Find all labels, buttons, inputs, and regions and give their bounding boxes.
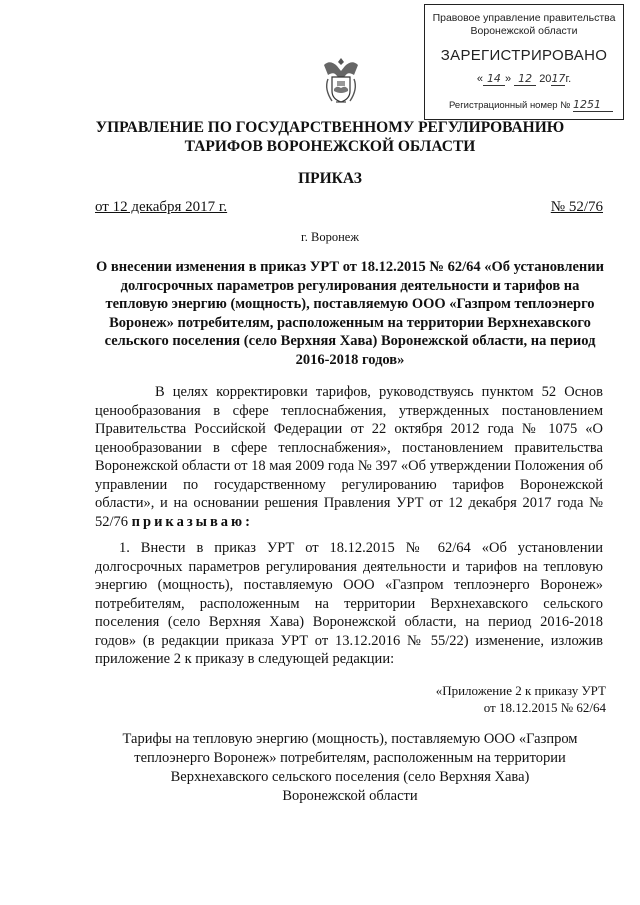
stamp-date: « 14 » 12 2017г. (476, 72, 572, 85)
tariff-heading-line1: Тарифы на тепловую энергию (мощность), поставляемую ООО «Газпром (122, 731, 578, 747)
order-date: от 12 декабря 2017 г. (95, 199, 228, 215)
stamp-date-day: 14 (483, 72, 505, 86)
body-paragraph-2: 1. Внести в приказ УРТ от 18.12.2015 № 62/64 «Об установлении долгосрочных параметров регулирования деятельности и тарифов на тепловую энергию (мощность), поставляемую ООО «Газпром теплоэнерго Воронеж» потребителям, расположенным на территории Верхнехавского сельского поселения (село Верхняя Хава) Воронежской области, на период 2016-2018 годов» (в редакции приказа УРТ от 13.12.2016 № 55/22) изменение, изложив приложение 2 к приказу в следующей редакции: (95, 540, 603, 667)
appendix-line2: от 18.12.2015 № 62/64 (483, 700, 606, 715)
stamp-date-year-prefix: 20 (539, 73, 552, 85)
agency-name (60, 118, 600, 156)
decree-word: приказываю: (131, 513, 253, 530)
stamp-reg-number: 1251 (573, 98, 613, 112)
paragraph-1-text: В целях корректировки тарифов, руководствуясь пунктом 52 Основ ценообразования в сфере теплоснабжения, утвержденных постановлением Правительства Российской Федерации от 22 октября 2012 года № 1075 «О ценообразовании в сфере теплоснабжения», постановлением правительства Воронежской области от 18 мая 2009 года № 397 «Об утверждении Положения об управлении по государственному регулированию тарифов Воронежской области», и на основании решения Правления УРТ от 12 декабря 2017 года № 52/76 (95, 384, 603, 530)
appendix-line1: «Приложение 2 к приказу УРТ (435, 683, 606, 698)
order-subject: О внесении изменения в приказ УРТ от 18.12.2015 № 62/64 «Об установлении долгосрочных параметров регулирования деятельности и тарифов на тепловую энергию (мощность), поставляемую ООО «Газпром теплоэнерго Воронеж» потребителям, расположенным на территории Верхнехавского сельского поселения (село Верхняя Хава) Воронежской области, на период 2016-2018 годов» (96, 259, 604, 368)
coat-of-arms-icon (318, 55, 364, 107)
stamp-organization (425, 12, 623, 38)
order-city: г. Воронеж (301, 230, 359, 244)
stamp-date-year-end: г. (565, 73, 572, 85)
stamp-org-line1: Правовое управление правительства (432, 12, 616, 24)
appendix-reference (400, 682, 606, 716)
stamp-date-month: 12 (514, 72, 536, 86)
tariff-heading (70, 730, 630, 806)
stamp-registered-label: ЗАРЕГИСТРИРОВАНО (440, 47, 608, 64)
order-date-line (95, 199, 603, 216)
registration-stamp (424, 4, 624, 120)
tariff-heading-line2: теплоэнерго Воронеж» потребителям, расположенным на территории (134, 750, 566, 766)
agency-line1: УПРАВЛЕНИЕ ПО ГОСУДАРСТВЕННОМУ РЕГУЛИРОВАНИЮ (95, 119, 565, 136)
agency-line2: ТАРИФОВ ВОРОНЕЖСКОЙ ОБЛАСТИ (184, 138, 476, 155)
stamp-reg-number-row (425, 98, 623, 112)
order-title: ПРИКАЗ (298, 170, 362, 187)
stamp-reg-number-label: Регистрационный номер № (449, 100, 571, 111)
body-paragraph-1 (95, 383, 603, 531)
tariff-heading-line3: Верхнехавского сельского поселения (село Верхняя Хава) (170, 769, 530, 785)
stamp-date-year-suffix: 17 (551, 72, 566, 85)
order-number: № 52/76 (550, 199, 603, 215)
stamp-org-line2: Воронежской области (470, 25, 578, 37)
tariff-heading-line4: Воронежской области (282, 788, 418, 804)
